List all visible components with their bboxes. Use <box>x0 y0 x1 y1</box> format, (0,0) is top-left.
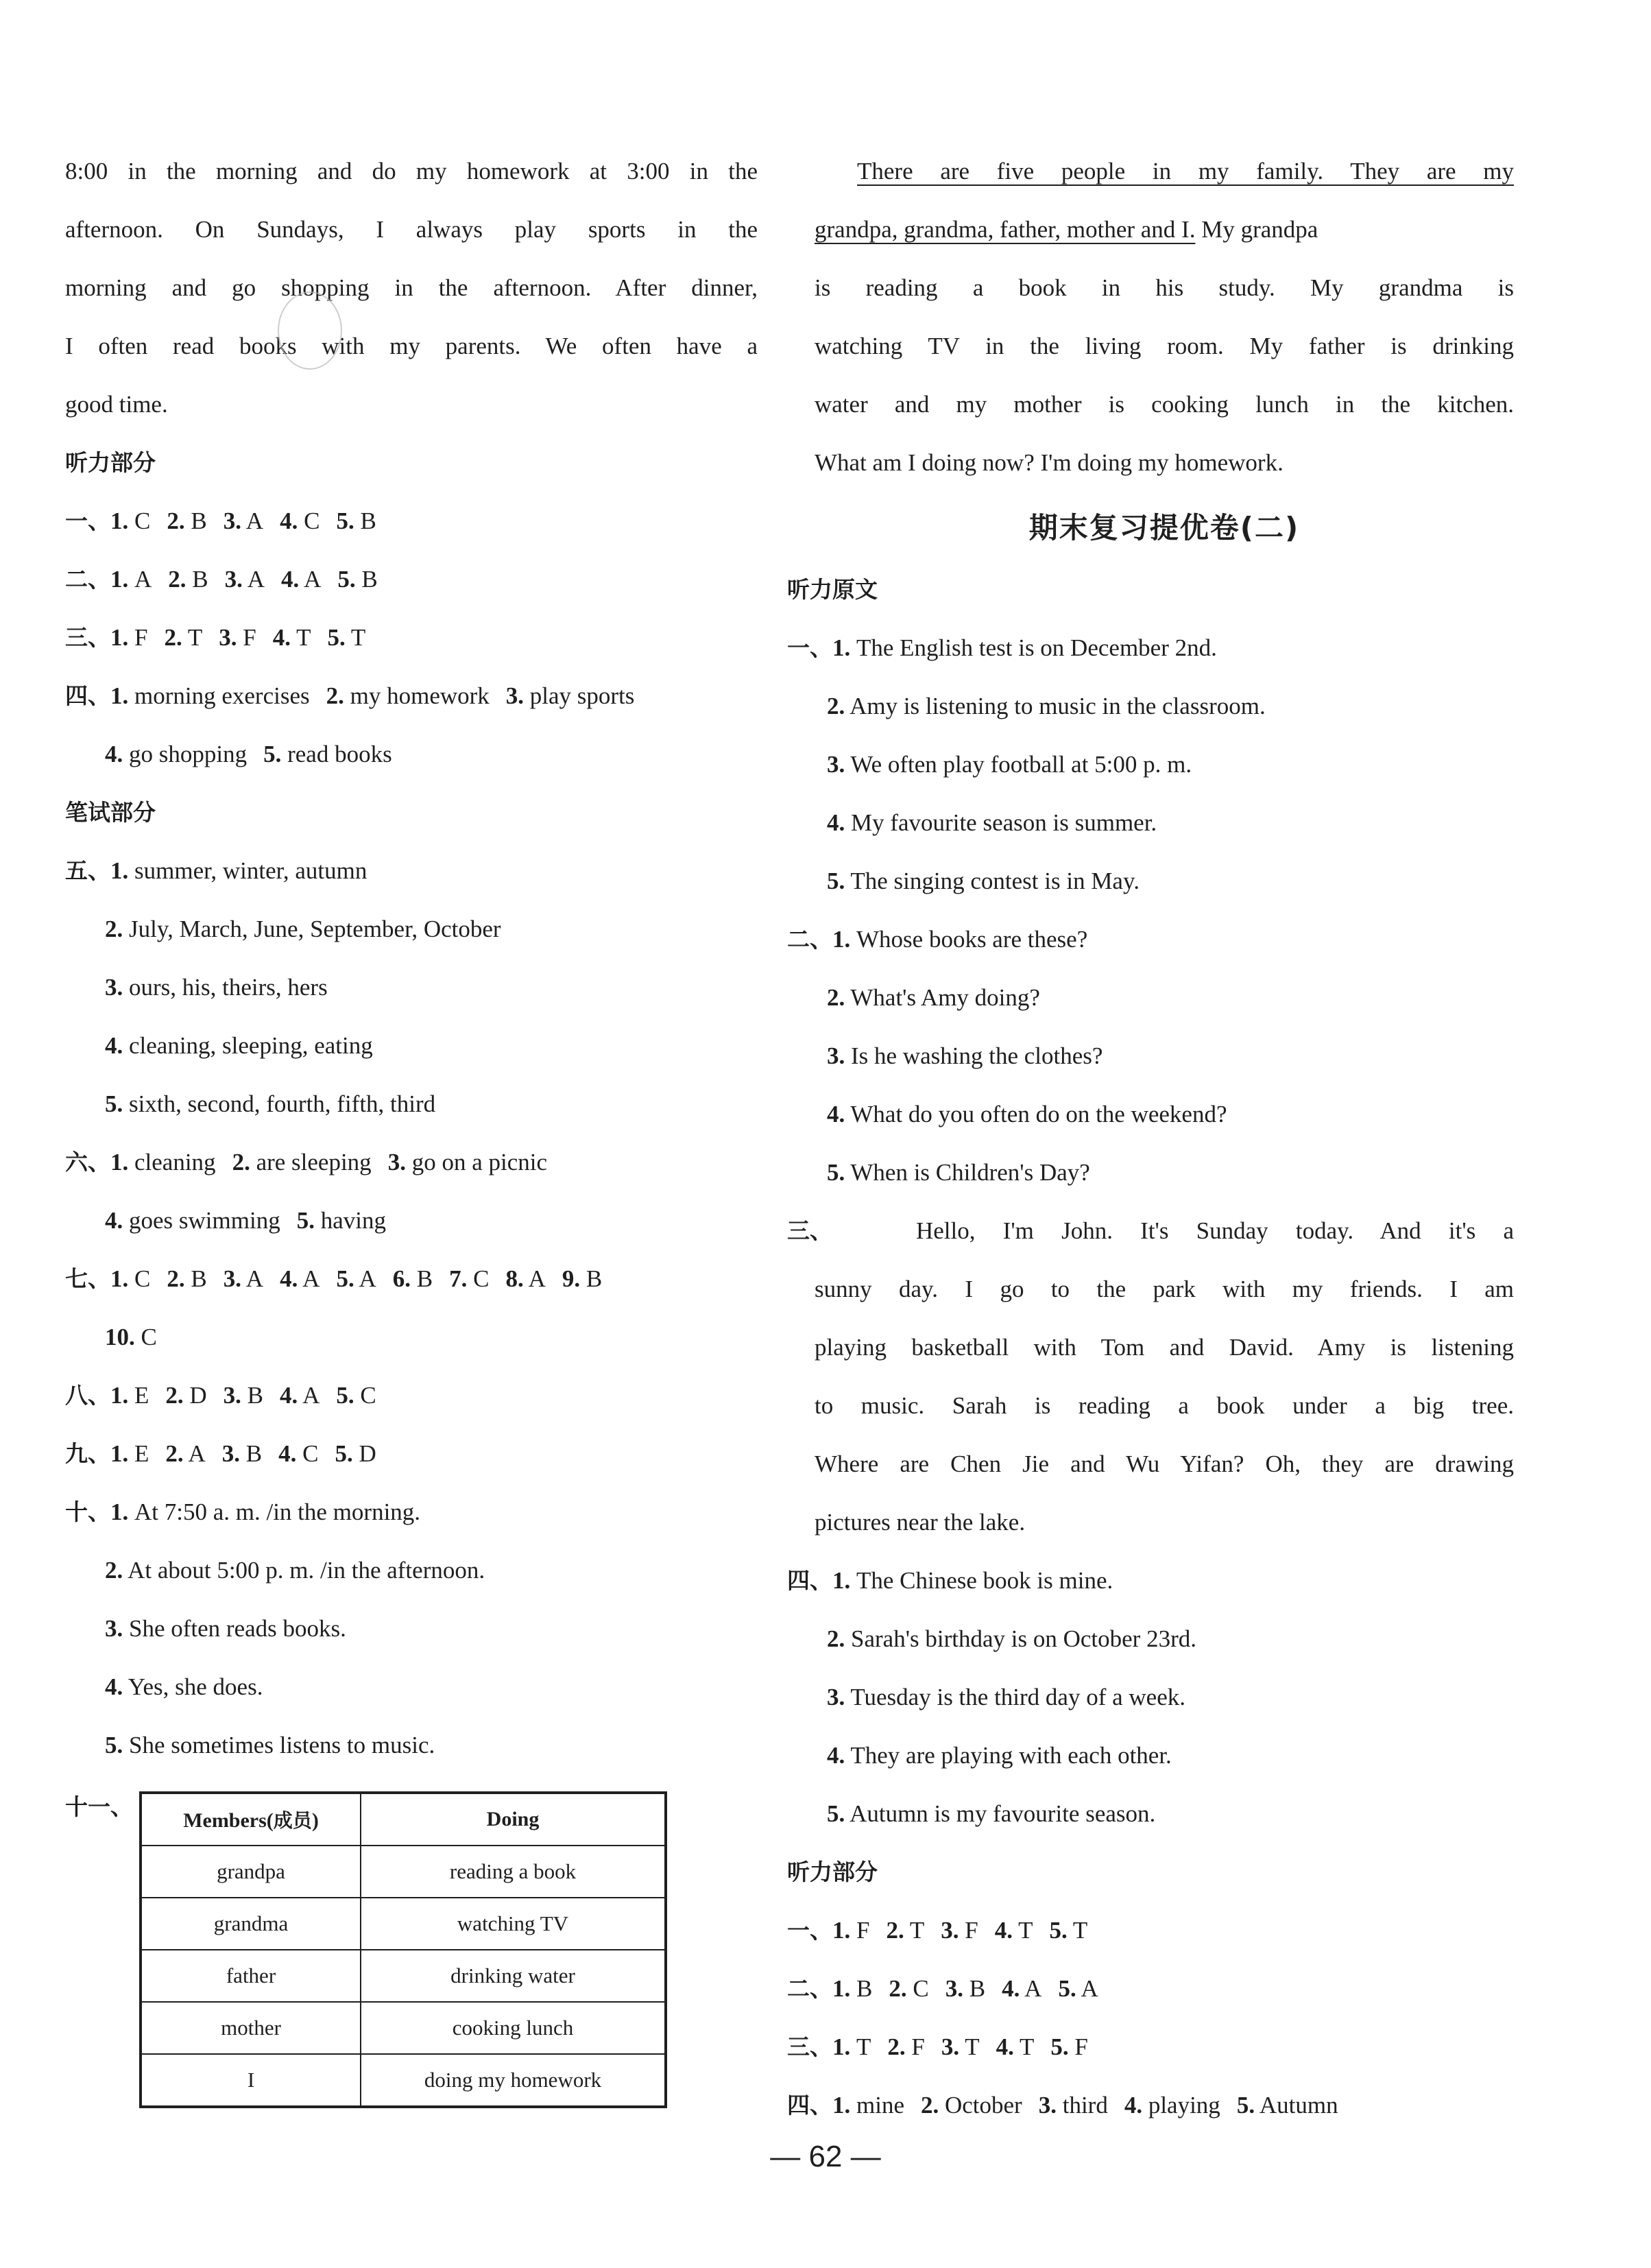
answer-row: 4. My favourite season is summer. <box>827 809 1157 836</box>
answer-row: 一、1. C 2. B 3. A 4. C 5. B <box>65 508 376 534</box>
table-row: grandma watching TV <box>141 1898 666 1950</box>
answer-row: 5. She sometimes listens to music. <box>105 1732 435 1758</box>
answer-row: 3. ours, his, theirs, hers <box>105 974 328 1001</box>
table-row: father drinking water <box>141 1950 666 2002</box>
answer-row: 三、1. T 2. F 3. T 4. T 5. F <box>787 2033 1088 2060</box>
page-number: — 62 — <box>770 2140 881 2173</box>
passage-line: Hello, I'm John. It's Sunday today. And it's a <box>916 1217 1514 1244</box>
section-title: 期末复习提优卷(二) <box>1028 511 1300 545</box>
passage-line: What am I doing now? I'm doing my homework. <box>815 449 1284 476</box>
answer-row: 5. When is Children's Day? <box>827 1159 1090 1186</box>
passage-line: There are five people in my family. They are my <box>857 158 1514 184</box>
answer-row: 2. What's Amy doing? <box>827 984 1040 1011</box>
answer-row: 九、1. E 2. A 3. B 4. C 5. D <box>65 1440 376 1467</box>
answer-row: 3. Tuesday is the third day of a week. <box>827 1684 1185 1710</box>
passage-line: grandpa, grandma, father, mother and I. My grandpa <box>815 216 1318 243</box>
answer-row: 一、1. F 2. T 3. F 4. T 5. T <box>787 1917 1088 1944</box>
table-header-row <box>141 1793 666 1846</box>
answer-row: 4. What do you often do on the weekend? <box>827 1101 1227 1127</box>
passage-line: 8:00 in the morning and do my homework at 3:00 in the <box>65 158 758 184</box>
answer-row: 4. go shopping 5. read books <box>105 741 392 767</box>
answer-row: 四、1. The Chinese book is mine. <box>787 1567 1113 1594</box>
answer-row: 2. At about 5:00 p. m. /in the afternoon. <box>105 1557 485 1584</box>
section-heading-writing: 笔试部分 <box>65 799 156 826</box>
passage-line: playing basketball with Tom and David. Amy is listening <box>815 1334 1514 1361</box>
section-heading-listening: 听力部分 <box>65 449 156 476</box>
passage-line: water and my mother is cooking lunch in the kitchen. <box>815 391 1514 418</box>
answer-row: 2. July, March, June, September, October <box>105 916 501 942</box>
passage-line: pictures near the lake. <box>815 1509 1026 1536</box>
answer-row: 4. goes swimming 5. having <box>105 1207 386 1234</box>
table-row: mother cooking lunch <box>141 2002 666 2054</box>
question-number: 十一、 <box>65 1793 133 1820</box>
answer-row: 5. The singing contest is in May. <box>827 868 1140 894</box>
answer-row: 5. sixth, second, fourth, fifth, third <box>105 1090 436 1117</box>
answer-row: 五、1. summer, winter, autumn <box>65 857 367 884</box>
answer-row: 三、1. F 2. T 3. F 4. T 5. T <box>65 624 366 651</box>
table-row: I doing my homework <box>141 2054 666 2107</box>
passage-line: afternoon. On Sundays, I always play sports in the <box>65 216 758 243</box>
passage-line: is reading a book in his study. My grandma is <box>815 274 1514 301</box>
answer-row: 2. Sarah's birthday is on October 23rd. <box>827 1625 1196 1652</box>
answer-row: 二、1. B 2. C 3. B 4. A 5. A <box>787 1975 1098 2002</box>
answer-row: 2. Amy is listening to music in the classroom. <box>827 693 1266 719</box>
passage-line: Where are Chen Jie and Wu Yifan? Oh, they are drawing <box>815 1451 1514 1477</box>
passage-line: morning and go shopping in the afternoon. After dinner, <box>65 274 758 301</box>
answer-row: 六、1. cleaning 2. are sleeping 3. go on a picnic <box>65 1149 547 1175</box>
members-table <box>139 1791 667 2108</box>
passage-line: to music. Sarah is reading a book under a big tree. <box>815 1392 1514 1419</box>
answer-row: 3. We often play football at 5:00 p. m. <box>827 751 1192 778</box>
passage-line: good time. <box>65 391 168 418</box>
answer-row: 10. C <box>105 1324 157 1350</box>
answer-row: 二、1. Whose books are these? <box>787 926 1088 953</box>
answer-row: 八、1. E 2. D 3. B 4. A 5. C <box>65 1382 376 1409</box>
answer-row: 二、1. A 2. B 3. A 4. A 5. B <box>65 566 378 593</box>
passage-line: I often read books with my parents. We often have a <box>65 333 758 359</box>
table-header: Doing <box>361 1793 666 1846</box>
answer-row: 一、1. The English test is on December 2nd. <box>787 634 1217 661</box>
answer-row: 4. Yes, she does. <box>105 1673 263 1700</box>
watermark-stamp-icon <box>278 291 342 370</box>
table-header: Members(成员) <box>141 1793 361 1846</box>
answer-row: 4. They are playing with each other. <box>827 1742 1172 1769</box>
section-heading-listening: 听力部分 <box>787 1859 878 1885</box>
answer-row: 3. She often reads books. <box>105 1615 346 1642</box>
answer-row: 4. cleaning, sleeping, eating <box>105 1032 373 1059</box>
answer-row: 3. Is he washing the clothes? <box>827 1042 1103 1069</box>
answer-row: 四、1. morning exercises 2. my homework 3. play sports <box>65 682 635 709</box>
answer-row: 十、1. At 7:50 a. m. /in the morning. <box>65 1499 421 1525</box>
passage-line: sunny day. I go to the park with my friends. I am <box>815 1276 1514 1302</box>
table-row: grandpa reading a book <box>141 1846 666 1898</box>
question-number: 三、 <box>787 1217 832 1244</box>
answer-row: 四、1. mine 2. October 3. third 4. playing 5. Autumn <box>787 2092 1338 2118</box>
answer-row: 5. Autumn is my favourite season. <box>827 1800 1156 1827</box>
section-heading-transcript: 听力原文 <box>787 576 878 603</box>
answer-row: 七、1. C 2. B 3. A 4. A 5. A 6. B 7. C 8. A 9. B <box>65 1265 603 1292</box>
passage-line: watching TV in the living room. My father is drinking <box>815 333 1514 359</box>
